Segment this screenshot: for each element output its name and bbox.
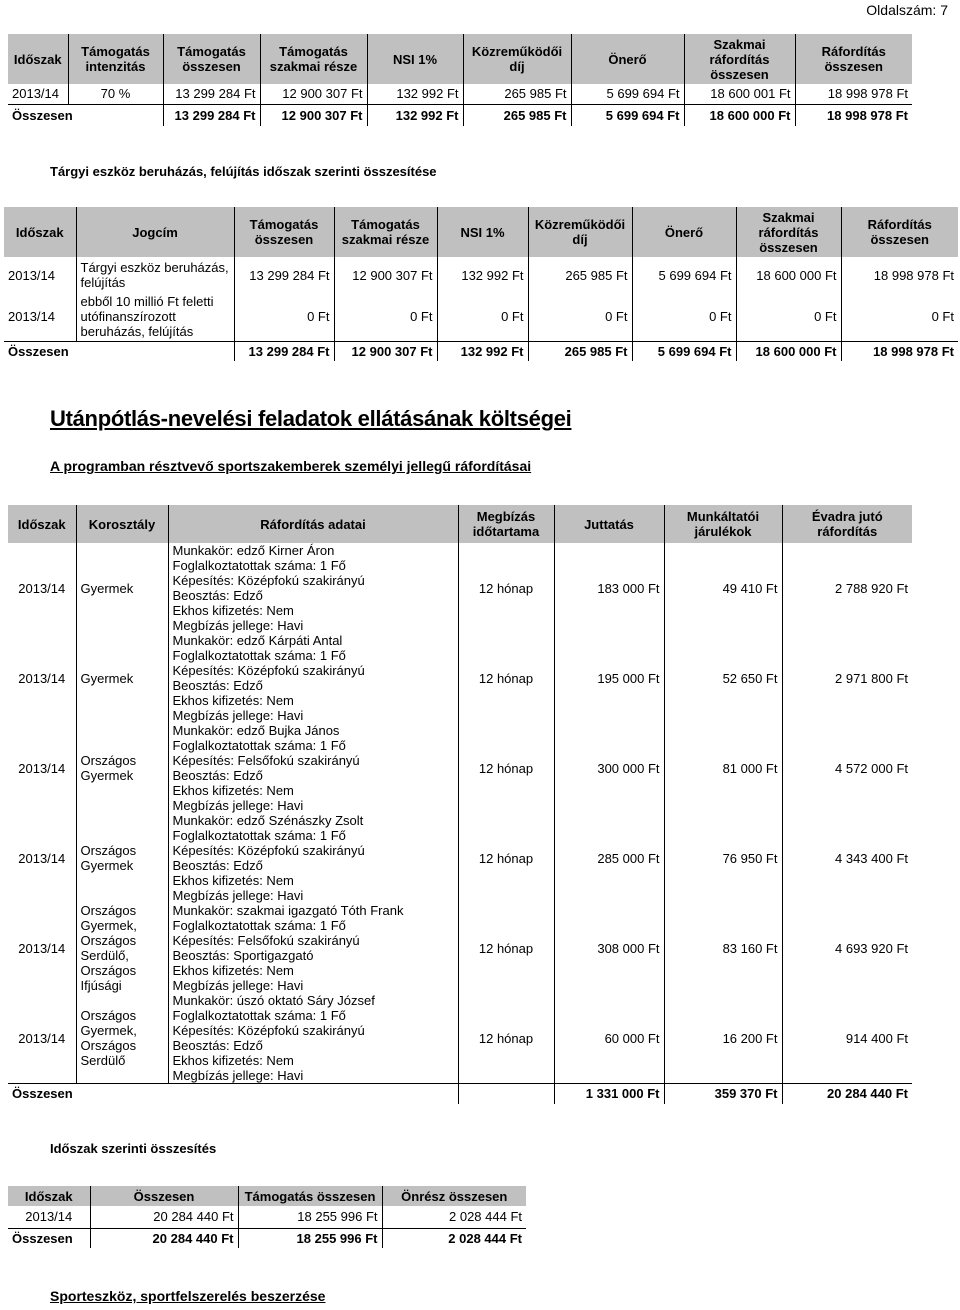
t3-header: Juttatás [554,505,664,543]
detail-line: Ekhos kifizetés: Nem [172,603,294,618]
duration-cell: 12 hónap [458,903,554,993]
section-title-assets: Tárgyi eszköz beruházás, felújítás időszak szerinti összesítése [50,164,437,179]
period-cell: 2013/14 [8,813,76,903]
section-title-period-summary: Időszak szerinti összesítés [50,1141,217,1156]
detail-line: Munkakör: szakmai igazgató Tóth Frank [172,903,404,918]
t2-header: Szakmai ráfordítás összesen [736,207,841,257]
detail-line: Képesítés: Középfokú szakirányú [172,663,365,678]
detail-line: Beosztás: Edző [172,1038,263,1053]
section-title-equipment: Sporteszköz, sportfelszerelés beszerzése [50,1288,326,1304]
pay-cell: 195 000 Ft [554,633,664,723]
age-group-cell: Országos Gyermek [76,813,168,903]
age-group-cell: Gyermek [76,633,168,723]
table-row [8,543,912,633]
contribution-cell: 81 000 Ft [664,723,782,813]
duration-cell: 12 hónap [458,813,554,903]
season-cost-cell: 4 693 920 Ft [835,940,908,956]
pay-cell: 308 000 Ft [554,903,664,993]
period-summary-table [8,1186,526,1248]
season-cost-cell: 4 343 400 Ft [835,850,908,866]
summary-table [8,34,912,126]
t1-header: Támogatás intenzitás [68,34,163,84]
t3-header: Ráfordítás adatai [168,505,458,543]
contribution-cell: 16 200 Ft [664,993,782,1084]
table-row: 2013/14 ebből 10 millió Ft feletti utófinanszírozott beruházás, felújítás 0 Ft 0 Ft 0 Ft 0 Ft 0 Ft 0 Ft 0 Ft [4,293,958,341]
t2-header: Támogatás összesen [234,207,334,257]
t2-header: NSI 1% [437,207,528,257]
contribution-cell: 76 950 Ft [664,813,782,903]
detail-line: Megbízás jellege: Havi [172,888,304,903]
t2-header: Támogatás szakmai része [334,207,437,257]
duration-cell: 12 hónap [458,543,554,633]
table-row [8,813,912,903]
detail-line: Beosztás: Edző [172,858,263,873]
detail-line: Beosztás: Edző [172,678,263,693]
t2-header: Jogcím [76,207,234,257]
t1-header: Szakmai ráfordítás összesen [684,34,795,84]
expense-details-cell [168,633,458,723]
detail-line: Foglalkoztatottak száma: 1 Fő [172,558,346,573]
pay-cell: 300 000 Ft [554,723,664,813]
t1-header: Időszak [8,34,68,84]
detail-line: Ekhos kifizetés: Nem [172,1053,294,1068]
detail-line: Képesítés: Felsőfokú szakirányú [172,753,360,768]
t2-header: Önerő [632,207,736,257]
detail-line: Ekhos kifizetés: Nem [172,963,294,978]
age-group-cell: Országos Gyermek, Országos Serdülő, Országos Ifjúsági [76,903,168,993]
page-number: Oldalszám: 7 [866,2,948,18]
t3-header: Időszak [8,505,76,543]
t4-header: Támogatás összesen [238,1186,382,1206]
main-title: Utánpótlás-nevelési feladatok ellátásának költségei [50,406,572,431]
t2-header: Közreműködői díj [528,207,632,257]
table-row [8,723,912,813]
t1-header: NSI 1% [367,34,463,84]
period-cell: 2013/14 [8,993,76,1084]
total-row: Összesen 13 299 284 Ft 12 900 307 Ft 132 992 Ft 265 985 Ft 5 699 694 Ft 18 600 000 Ft 18 998 978 Ft [8,104,912,126]
duration-cell: 12 hónap [458,993,554,1084]
t1-header: Támogatás összesen [163,34,260,84]
period-cell: 2013/14 [8,543,76,633]
expense-details-cell [168,723,458,813]
detail-line: Munkakör: úszó oktató Sáry József [172,993,375,1008]
detail-line: Munkakör: edző Kirner Áron [172,543,335,558]
pay-cell: 183 000 Ft [554,543,664,633]
table-row: 2013/14 70 % 13 299 284 Ft 12 900 307 Ft 132 992 Ft 265 985 Ft 5 699 694 Ft 18 600 001 Ft 18 998 978 Ft [8,84,912,104]
pay-cell: 60 000 Ft [554,993,664,1084]
t1-header: Ráfordítás összesen [795,34,912,84]
duration-cell: 12 hónap [458,723,554,813]
detail-line: Munkakör: edző Szénászky Zsolt [172,813,364,828]
table-row: 2013/14 20 284 440 Ft 18 255 996 Ft 2 028 444 Ft [8,1206,526,1228]
detail-line: Képesítés: Felsőfokú szakirányú [172,933,360,948]
t3-header: Megbízás időtartama [458,505,554,543]
contribution-cell: 83 160 Ft [664,903,782,993]
age-group-cell: Gyermek [76,543,168,633]
total-row: Összesen 13 299 284 Ft 12 900 307 Ft 132 992 Ft 265 985 Ft 5 699 694 Ft 18 600 000 Ft 18 998 978 Ft [4,341,958,361]
detail-line: Ekhos kifizetés: Nem [172,693,294,708]
t4-header: Önrész összesen [382,1186,526,1206]
t2-header: Ráfordítás összesen [841,207,958,257]
t3-header: Munkáltatói járulékok [664,505,782,543]
total-row: Összesen 20 284 440 Ft 18 255 996 Ft 2 028 444 Ft [8,1228,526,1248]
total-row: Összesen 1 331 000 Ft 359 370 Ft 20 284 440 Ft [8,1084,912,1104]
detail-line: Képesítés: Középfokú szakirányú [172,1023,365,1038]
detail-line: Ekhos kifizetés: Nem [172,873,294,888]
season-cost-cell: 4 572 000 Ft [835,760,908,776]
detail-line: Foglalkoztatottak száma: 1 Fő [172,918,346,933]
detail-line: Beosztás: Edző [172,588,263,603]
table-row: 2013/14 Tárgyi eszköz beruházás, felújítás 13 299 284 Ft 12 900 307 Ft 132 992 Ft 265 985 Ft 5 699 694 Ft 18 600 000 Ft 18 998 978 Ft [4,257,958,293]
detail-line: Képesítés: Középfokú szakirányú [172,573,365,588]
detail-line: Megbízás jellege: Havi [172,618,304,633]
detail-line: Megbízás jellege: Havi [172,708,304,723]
t1-header: Önerő [571,34,684,84]
expense-details-cell [168,993,458,1084]
t4-header: Összesen [90,1186,238,1206]
season-cost-cell: 914 400 Ft [845,1030,908,1046]
t1-header: Közreműködői díj [463,34,571,84]
t4-header: Időszak [8,1186,90,1206]
detail-line: Beosztás: Edző [172,768,263,783]
age-group-cell: Országos Gyermek [76,723,168,813]
pay-cell: 285 000 Ft [554,813,664,903]
assets-table [4,207,958,361]
detail-line: Megbízás jellege: Havi [172,978,304,993]
t1-header: Támogatás szakmai része [260,34,367,84]
expense-details-cell [168,543,458,633]
t3-header: Korosztály [76,505,168,543]
detail-line: Foglalkoztatottak száma: 1 Fő [172,648,346,663]
detail-line: Megbízás jellege: Havi [172,1068,304,1083]
t3-header: Évadra jutó ráfordítás [782,505,912,543]
expense-details-cell [168,813,458,903]
season-cost-cell: 2 971 800 Ft [835,670,908,686]
t2-header: Időszak [4,207,76,257]
table-row [8,633,912,723]
contribution-cell: 52 650 Ft [664,633,782,723]
detail-line: Munkakör: edző Bujka János [172,723,340,738]
detail-line: Képesítés: Középfokú szakirányú [172,843,365,858]
detail-line: Foglalkoztatottak száma: 1 Fő [172,828,346,843]
period-cell: 2013/14 [8,903,76,993]
detail-line: Munkakör: edző Kárpáti Antal [172,633,343,648]
contribution-cell: 49 410 Ft [664,543,782,633]
detail-line: Ekhos kifizetés: Nem [172,783,294,798]
staff-costs-table [8,505,912,1104]
sub-title: A programban résztvevő sportszakemberek személyi jellegű ráfordításai [50,458,532,474]
period-cell: 2013/14 [8,633,76,723]
duration-cell: 12 hónap [458,633,554,723]
season-cost-cell: 2 788 920 Ft [835,580,908,596]
detail-line: Megbízás jellege: Havi [172,798,304,813]
detail-line: Beosztás: Sportigazgató [172,948,314,963]
table-row [8,993,912,1084]
table-row [8,903,912,993]
detail-line: Foglalkoztatottak száma: 1 Fő [172,1008,346,1023]
period-cell: 2013/14 [8,723,76,813]
age-group-cell: Országos Gyermek, Országos Serdülő [76,993,168,1084]
detail-line: Foglalkoztatottak száma: 1 Fő [172,738,346,753]
expense-details-cell [168,903,458,993]
